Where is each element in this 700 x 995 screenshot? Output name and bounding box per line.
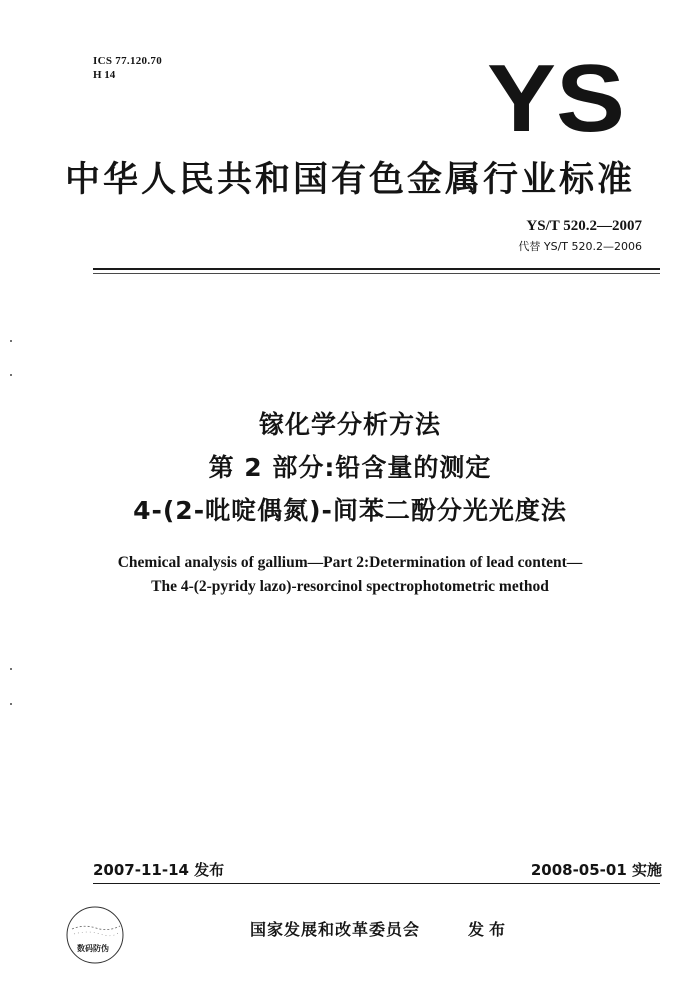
scan-speck bbox=[10, 668, 12, 670]
header-rule-thin bbox=[93, 273, 660, 274]
implementation-date: 2008-05-01 实施 bbox=[530, 861, 662, 879]
scan-speck bbox=[10, 340, 12, 342]
english-title-line-2: The 4-(2-pyridy lazo)-resorcinol spectrophotometric method bbox=[151, 578, 549, 595]
standard-category: 中华人民共和国有色金属行业标准 bbox=[64, 160, 635, 200]
english-title-line-1: Chemical analysis of gallium—Part 2:Determination of lead content— bbox=[117, 554, 583, 571]
security-stamp-text: 数码防伪 bbox=[77, 944, 109, 953]
scan-speck bbox=[10, 703, 12, 705]
standard-number: YS/T 520.2—2007 bbox=[526, 218, 642, 234]
ys-logo bbox=[486, 55, 626, 137]
security-stamp bbox=[64, 904, 126, 966]
issue-date: 2007-11-14 发布 bbox=[93, 861, 225, 879]
replaces-standard: 代替 YS/T 520.2—2006 bbox=[518, 240, 642, 253]
header-rule bbox=[93, 268, 660, 270]
ics-code: ICS 77.120.70 bbox=[93, 55, 162, 67]
title-line-2: 第 2 部分:铅含量的测定 bbox=[208, 453, 492, 482]
ys-logo-text: YS bbox=[487, 55, 625, 137]
classification-code: H 14 bbox=[93, 69, 116, 81]
scan-speck bbox=[10, 374, 12, 376]
footer-rule bbox=[93, 883, 660, 884]
issued-label: 发布 bbox=[468, 920, 511, 939]
title-line-3: 4-(2-吡啶偶氮)-间苯二酚分光光度法 bbox=[133, 496, 567, 525]
title-line-1: 镓化学分析方法 bbox=[258, 410, 441, 439]
issuing-authority: 国家发展和改革委员会 bbox=[250, 920, 421, 939]
